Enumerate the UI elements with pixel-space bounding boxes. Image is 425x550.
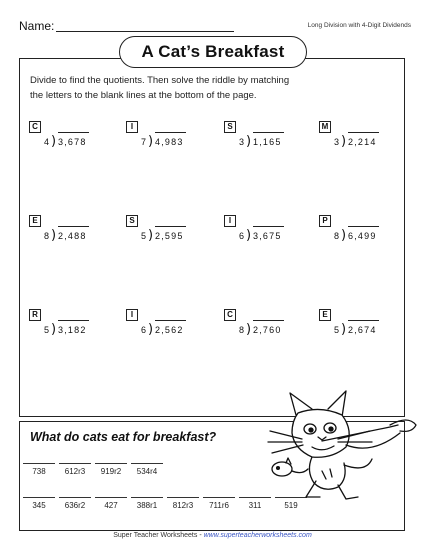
divisor: 5	[141, 231, 147, 241]
division-problem	[224, 309, 304, 353]
blank-line	[59, 463, 91, 464]
answer-code: 919r2	[100, 467, 122, 476]
division-problem	[29, 215, 109, 259]
blank-line	[131, 497, 163, 498]
division-bracket: )	[341, 322, 347, 337]
division-bracket: )	[246, 134, 252, 149]
problem-letter: C	[29, 121, 41, 133]
answer-code: 311	[248, 501, 262, 510]
problem-letter: S	[126, 215, 138, 227]
division-bracket: )	[148, 228, 154, 243]
problem-letter: I	[224, 215, 236, 227]
answer-blank[interactable]	[131, 463, 163, 476]
problem-letter: S	[224, 121, 236, 133]
answer-blank[interactable]	[95, 497, 127, 510]
answer-blank[interactable]	[59, 463, 91, 476]
page-title: A Cat’s Breakfast	[119, 36, 307, 68]
divisor: 4	[44, 137, 50, 147]
answer-blank[interactable]	[95, 463, 127, 476]
dividend: 2,562	[155, 320, 186, 335]
division-problem	[29, 309, 109, 353]
answer-code: 345	[32, 501, 46, 510]
answer-blank[interactable]	[167, 497, 199, 510]
footer-brand: Super Teacher Worksheets	[113, 532, 198, 539]
cat-illustration	[262, 385, 422, 503]
problem-letter: M	[319, 121, 331, 133]
division-bracket: )	[341, 228, 347, 243]
instructions-line: Divide to find the quotients. Then solve the riddle by matching	[30, 75, 290, 86]
division-problem	[29, 121, 109, 165]
division-bracket: )	[51, 228, 57, 243]
division-bracket: )	[148, 134, 154, 149]
dividend: 2,488	[58, 226, 89, 241]
problem-letter: I	[126, 121, 138, 133]
division-bracket: )	[246, 228, 252, 243]
answer-blank[interactable]	[23, 497, 55, 510]
blank-line	[203, 497, 235, 498]
instructions-line: the letters to the blank lines at the bottom of the page.	[30, 90, 257, 101]
dividend: 2,674	[348, 320, 379, 335]
blank-line	[131, 463, 163, 464]
problem-letter: P	[319, 215, 331, 227]
division-bracket: )	[51, 134, 57, 149]
blank-line	[95, 497, 127, 498]
name-field[interactable]	[56, 31, 234, 32]
division-bracket: )	[246, 322, 252, 337]
division-problem	[224, 215, 304, 259]
divisor: 6	[141, 325, 147, 335]
dividend: 2,214	[348, 132, 379, 147]
blank-line	[167, 497, 199, 498]
answer-code: 612r3	[64, 467, 86, 476]
footer-separator: -	[197, 532, 204, 539]
dividend: 3,675	[253, 226, 284, 241]
answer-code: 519	[284, 501, 298, 510]
answer-blank[interactable]	[59, 497, 91, 510]
blank-line	[95, 463, 127, 464]
divisor: 3	[334, 137, 340, 147]
division-problem	[319, 215, 399, 259]
problem-letter: E	[319, 309, 331, 321]
problem-letter: E	[29, 215, 41, 227]
answer-code: 636r2	[64, 501, 86, 510]
blank-line	[23, 463, 55, 464]
answer-blank[interactable]	[131, 497, 163, 510]
footer-link[interactable]: www.superteacherworksheets.com	[203, 532, 312, 539]
divisor: 5	[334, 325, 340, 335]
division-bracket: )	[51, 322, 57, 337]
division-problem	[319, 121, 399, 165]
dividend: 2,760	[253, 320, 284, 335]
answer-code: 388r1	[136, 501, 158, 510]
division-problem	[224, 121, 304, 165]
blank-line	[23, 497, 55, 498]
answer-code: 812r3	[172, 501, 194, 510]
dividend: 1,165	[253, 132, 284, 147]
problem-letter: I	[126, 309, 138, 321]
division-problem	[126, 121, 206, 165]
dividend: 3,182	[58, 320, 89, 335]
divisor: 7	[141, 137, 147, 147]
divisor: 8	[334, 231, 340, 241]
divisor: 6	[239, 231, 245, 241]
problem-letter: C	[224, 309, 236, 321]
answer-blank[interactable]	[23, 463, 55, 476]
footer	[0, 532, 425, 539]
division-problem	[126, 309, 206, 353]
division-problem	[126, 215, 206, 259]
blank-line	[59, 497, 91, 498]
answer-blank[interactable]	[203, 497, 235, 510]
answer-code: 711r6	[209, 501, 229, 510]
division-bracket: )	[148, 322, 154, 337]
dividend: 2,595	[155, 226, 186, 241]
dividend: 6,499	[348, 226, 379, 241]
divisor: 8	[44, 231, 50, 241]
divisor: 3	[239, 137, 245, 147]
divisor: 8	[239, 325, 245, 335]
instructions	[30, 73, 400, 103]
division-bracket: )	[341, 134, 347, 149]
name-label: Name:	[19, 19, 55, 33]
division-problem	[319, 309, 399, 353]
worksheet-subject: Long Division with 4-Digit Dividends	[307, 22, 411, 29]
answer-code: 534r4	[136, 467, 158, 476]
problem-letter: R	[29, 309, 41, 321]
riddle-question: What do cats eat for breakfast?	[30, 430, 217, 444]
divisor: 5	[44, 325, 50, 335]
answer-code: 427	[104, 501, 118, 510]
dividend: 3,678	[58, 132, 89, 147]
answer-code: 738	[32, 467, 46, 476]
dividend: 4,983	[155, 132, 186, 147]
